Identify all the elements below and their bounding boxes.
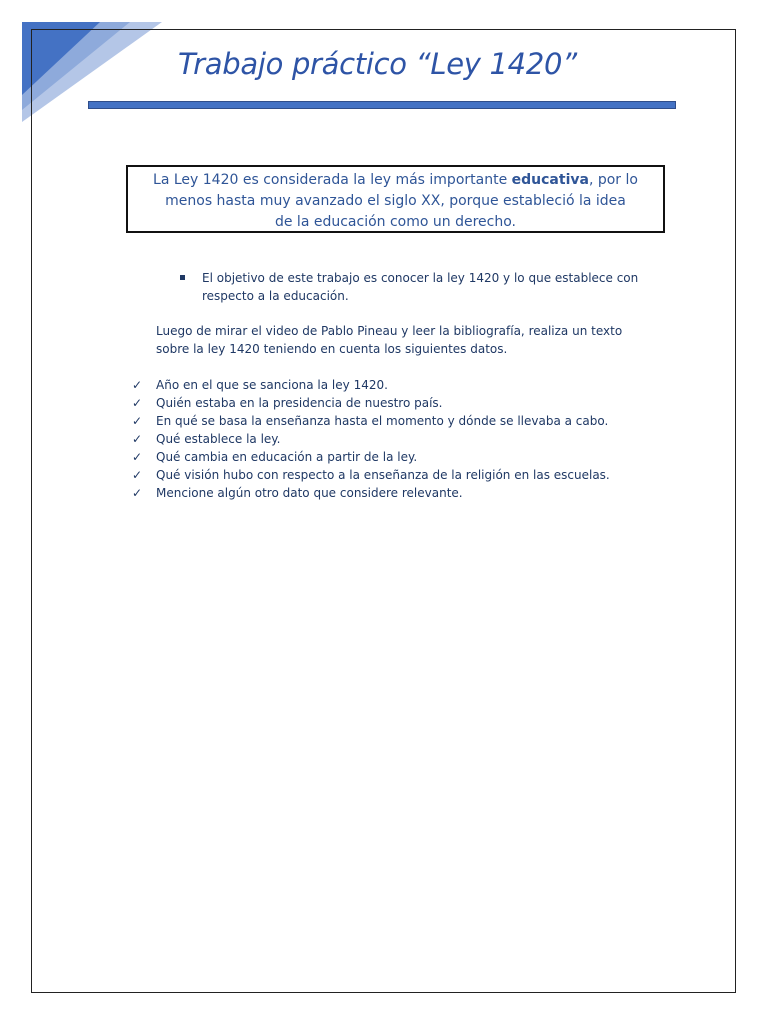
check-icon: ✓ [132,432,143,446]
checklist-item-text: En qué se basa la enseñanza hasta el momento y dónde se llevaba a cabo. [156,414,609,428]
checklist-item-text: Año en el que se sanciona la ley 1420. [156,378,388,392]
intro-bold-word: educativa [511,172,589,188]
check-icon: ✓ [132,486,143,500]
intro-line-2: menos hasta muy avanzado el siglo XX, porque estableció la idea [165,193,626,209]
intro-line-1-end: , por lo [588,172,638,188]
objective-line-2: respecto a la educación. [202,289,349,303]
intro-box [126,165,665,233]
checklist-item-text: Quién estaba en la presidencia de nuestro país. [156,396,443,410]
check-icon: ✓ [132,414,143,428]
square-bullet-icon [180,275,185,280]
check-icon: ✓ [132,378,143,392]
page-title: Trabajo práctico “Ley 1420” [178,47,577,81]
instructions-paragraph [156,322,656,358]
objective-text [202,269,672,305]
instructions-line-2: sobre la ley 1420 teniendo en cuenta los siguientes datos. [156,342,508,356]
intro-line-1-start: La Ley 1420 es considerada la ley más importante [153,172,512,188]
checklist-item-text: Qué establece la ley. [156,432,281,446]
instructions-line-1: Luego de mirar el video de Pablo Pineau y leer la bibliografía, realiza un texto [156,324,623,338]
intro-line-3: de la educación como un derecho. [274,214,516,230]
check-icon: ✓ [132,450,143,464]
checklist-item-text: Mencione algún otro dato que considere relevante. [156,486,463,500]
title-rule [88,101,676,109]
checklist-item-text: Qué cambia en educación a partir de la ley. [156,450,418,464]
check-icon: ✓ [132,468,143,482]
objective-line-1: El objetivo de este trabajo es conocer la ley 1420 y lo que establece con [202,271,639,285]
checklist-item-text: Qué visión hubo con respecto a la enseñanza de la religión en las escuelas. [156,468,610,482]
check-icon: ✓ [132,396,143,410]
intro-line-1 [138,170,653,191]
